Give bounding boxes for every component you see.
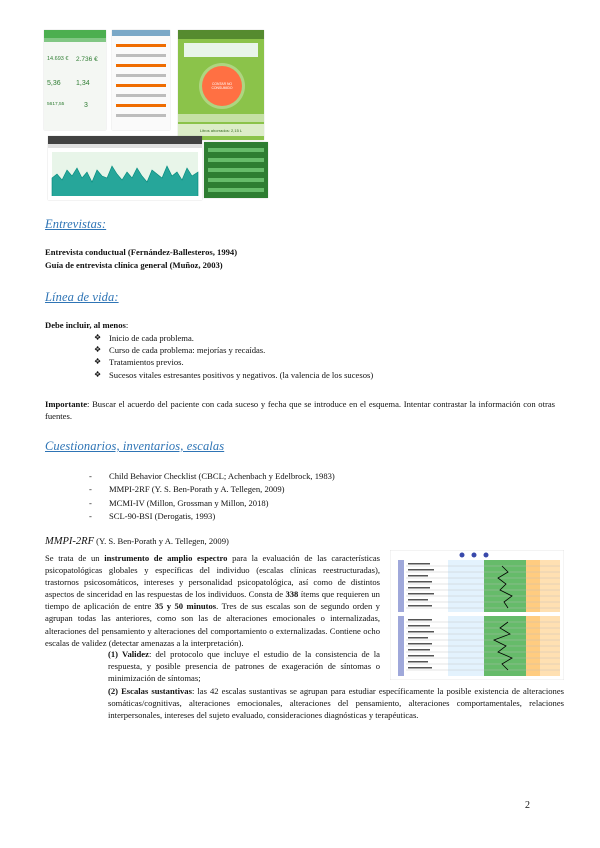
lifeline-intro [45, 319, 128, 331]
heading-linea-de-vida: Línea de vida: [45, 290, 119, 304]
list-item: ❖ Tratamientos previos. [94, 357, 184, 368]
app-screenshot-counter [178, 30, 264, 140]
mmpi-substantive: (2) Escalas sustantivas: las 42 escalas sustantivas se agrupan para estudiar específicamente la posible existencia de alteraciones somáticas/cognitivas, alteraciones emocionales, alteraciones del pensamiento, alteraciones comportamentales, relaciones interpersonales, intereses del sujeto evaluado, consideraciones diagnósticas y terapéuticas. [108, 686, 564, 721]
savings-value-3: 5,36 [47, 80, 61, 87]
app-screenshot-progress [112, 30, 170, 130]
lifeline-note-text: : Buscar el acuerdo del paciente con cada suceso y fecha que se introduce en el esquema. Intentar contrastar la información con otras fuentes. [45, 399, 555, 422]
lifeline-bullets [94, 332, 554, 381]
list-item: ❖ Curso de cada problema: mejorías y recaídas. [94, 345, 266, 356]
savings-value-4: 1,34 [76, 80, 90, 87]
list-item: - MMPI-2RF (Y. S. Ben-Porath y A. Tellegen, 2009) [89, 484, 285, 495]
liters-saved-label: Litros ahorrados: 2,15 L [199, 127, 243, 133]
app-screenshot-chart [48, 136, 202, 200]
app-screenshot-savings [44, 30, 106, 130]
lifeline-intro-rest: : [125, 320, 129, 330]
list-item: - Child Behavior Checklist (CBCL; Achenbach y Edelbrock, 1983) [89, 471, 335, 481]
count-button-label: CONTAR NO CONSUMIDO [211, 82, 233, 90]
savings-value-1: 14.693 € [47, 56, 69, 62]
savings-value-2: 2.736 € [76, 56, 98, 63]
page-number: 2 [525, 800, 530, 811]
diamond-bullet-icon: ❖ [94, 345, 102, 355]
app-screenshot-panel [204, 142, 268, 198]
heading-entrevistas: Entrevistas: [45, 217, 107, 231]
mmpi-description: Se trata de un instrumento de amplio espectro para la evaluación de las características psicopatológicas globales y específicas del individuo (escalas clínicas reestructuradas), trastornos psicosomáticos, intereses y personalidad psicopatológica, así como de distintos aspectos de sinceridad en las respuestas de los individuos. Consta de 338 ítems que requieren un tiempo de aplicación de entre 35 y 50 minutos. Tres de sus escalas son de segundo orden y agrupan todas las anteriores, como son las de alteraciones emocionales o internalizadas, alteraciones del pensamiento y alteraciones del comportamiento o externalizadas. Contiene ocho escalas de validez (detectar amenazas a la interpretación). [45, 553, 380, 648]
mmpi-profile-figure [390, 550, 564, 680]
mmpi-validity: (1) Validez: del protocolo que incluye el estudio de la consistencia de la respuesta, y posible presencia de patrones de exageración de síntomas o minimización de síntomas; [108, 649, 380, 684]
mmpi-title-name: MMPI-2RF [45, 536, 94, 547]
interview-item-2: Guía de entrevista clínica general (Muñoz, 2003) [45, 260, 223, 270]
activity-chart [48, 148, 202, 200]
interview-item-1: Entrevista conductual (Fernández-Ballesteros, 1994) [45, 247, 238, 257]
heading-cuestionarios: Cuestionarios, inventarios, escalas [45, 439, 225, 453]
screenshot-collage [44, 30, 272, 202]
lifeline-note [45, 398, 555, 422]
list-item: ❖ Sucesos vitales estresantes positivos y negativos. (la valencia de los sucesos) [94, 369, 374, 380]
lifeline-intro-bold: Debe incluir, al menos [45, 320, 126, 330]
questionnaire-list [89, 470, 529, 524]
diamond-bullet-icon: ❖ [94, 357, 102, 367]
lifeline-note-bold: Importante [45, 399, 88, 409]
mmpi-title [45, 536, 229, 547]
savings-value-6: 3 [84, 102, 88, 109]
mmpi-profile-graphic [390, 550, 564, 680]
list-item: - SCL-90-BSI (Derogatis, 1993) [89, 511, 216, 522]
savings-value-5: 5617,55 [47, 102, 65, 107]
diamond-bullet-icon: ❖ [94, 369, 102, 379]
list-item: - MCMI-IV (Millon, Grossman y Millon, 2018) [89, 497, 269, 508]
mmpi-title-authors: (Y. S. Ben-Porath y A. Tellegen, 2009) [93, 536, 229, 546]
diamond-bullet-icon: ❖ [94, 333, 102, 342]
list-item: ❖ Inicio de cada problema. [94, 333, 194, 343]
